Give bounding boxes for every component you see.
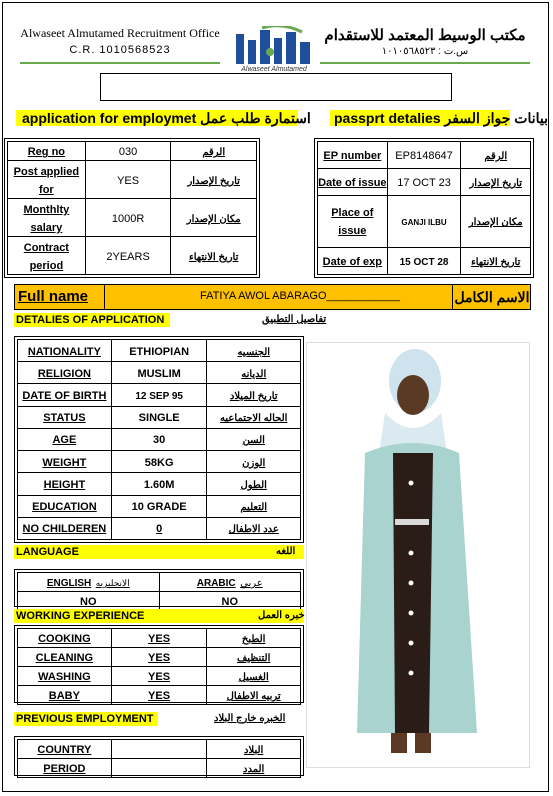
application-field-value: 2YEARS: [106, 250, 150, 263]
applicant-figure-icon: [307, 343, 530, 768]
detail-field-label-cell: [18, 428, 112, 450]
application-info-box: [4, 138, 260, 278]
application-info-row: [8, 199, 257, 237]
passport-field-label-cell: [318, 248, 388, 275]
language-table: [17, 572, 301, 611]
experience-field-label-ar-cell: [207, 686, 301, 705]
passport-field-value: EP8148647: [395, 149, 453, 162]
detail-field-label: RELIGION: [37, 367, 91, 380]
language-section-title: LANGUAGE: [14, 545, 304, 559]
experience-row: [18, 667, 301, 686]
detail-field-label: EDUCATION: [32, 501, 97, 514]
application-field-label-ar: تاريخ الإصدار: [187, 175, 240, 187]
details-row: [18, 428, 301, 450]
header-divider-left: [20, 62, 220, 64]
experience-field-label-cell: [18, 667, 112, 686]
application-field-label-cell: [8, 237, 86, 275]
company-logo-icon: [232, 26, 316, 66]
detail-field-value: SINGLE: [138, 412, 180, 425]
application-title: application for employmet استمارة طلب عمل: [16, 110, 298, 126]
applicant-photo: [306, 342, 530, 768]
language-section-title-ar: اللغه: [276, 546, 296, 557]
application-field-value-cell: [85, 142, 171, 161]
previous-field-value-cell: [111, 759, 207, 778]
previous-box: [14, 736, 304, 776]
english-value: NO: [80, 596, 97, 608]
application-field-label: Contract period: [23, 241, 69, 272]
passport-info-box: [314, 138, 534, 278]
application-field-label-cell: [8, 142, 86, 161]
passport-field-value-cell: [387, 248, 461, 275]
company-name-ar: مكتب الوسيط المعتمد للاستقدام: [324, 27, 526, 44]
detail-field-value: MUSLIM: [137, 367, 181, 380]
detail-field-label-ar-cell: [207, 451, 301, 473]
details-section-title: DETALIES OF APPLICATION: [14, 313, 170, 327]
experience-field-label: COOKING: [38, 633, 91, 645]
detail-field-label-ar-cell: [207, 473, 301, 495]
experience-field-label-ar: تربيه الاطفال: [226, 691, 281, 702]
passport-field-label-ar-cell: [461, 195, 531, 247]
experience-field-value: YES: [148, 633, 171, 645]
arabic-label-ar: عربي: [240, 578, 263, 589]
detail-field-value-cell: [111, 428, 207, 450]
detail-field-label-ar: الديانه: [241, 368, 267, 380]
application-field-value-cell: [85, 237, 171, 275]
detail-field-label-cell: [18, 406, 112, 428]
english-label: ENGLISH: [46, 578, 92, 589]
application-field-label: Monthlty salary: [23, 203, 70, 234]
detail-field-value: ETHIOPIAN: [129, 345, 190, 358]
passport-field-label: Date of exp: [322, 256, 382, 269]
passport-field-label-ar: مكان الإصدار: [468, 217, 523, 229]
experience-field-value-cell: [111, 648, 207, 667]
passport-field-label-cell: [318, 195, 388, 247]
full-name-label: Full name: [18, 288, 89, 305]
experience-field-label-ar: الغسيل: [238, 672, 269, 683]
detail-field-label-ar: الوزن: [242, 457, 266, 469]
detail-field-label: STATUS: [43, 412, 86, 425]
application-info-row: [8, 161, 257, 199]
passport-field-label-cell: [318, 168, 388, 195]
detail-field-label-ar-cell: [207, 406, 301, 428]
detail-field-value-cell: [111, 517, 207, 539]
detail-field-label-cell: [18, 340, 112, 362]
blank-header-field: [100, 73, 452, 101]
experience-field-label: BABY: [48, 690, 80, 702]
passport-field-label-ar-cell: [461, 168, 531, 195]
detail-field-label-ar: السن: [242, 435, 265, 447]
detail-field-label-ar-cell: [207, 384, 301, 406]
application-field-label-ar-cell: [171, 199, 257, 237]
passport-info-table: [317, 141, 531, 275]
detail-field-label-ar: تاريخ الميلاد: [229, 391, 278, 403]
experience-field-label-ar: التنظيف: [236, 653, 271, 664]
experience-row: [18, 686, 301, 705]
passport-field-value-cell: [387, 168, 461, 195]
passport-field-label-ar: الرقم: [484, 150, 508, 162]
experience-field-label: CLEANING: [35, 652, 94, 664]
previous-field-label: COUNTRY: [37, 744, 92, 756]
passport-field-label: Place of issue: [331, 207, 374, 238]
detail-field-label-cell: [18, 495, 112, 517]
details-row: [18, 362, 301, 384]
application-field-label-ar-cell: [171, 161, 257, 199]
experience-field-label-cell: [18, 629, 112, 648]
arabic-value: NO: [221, 596, 238, 608]
previous-field-value-cell: [111, 740, 207, 759]
passport-field-value-cell: [387, 195, 461, 247]
detail-field-value-cell: [111, 362, 207, 384]
application-info-table: [7, 141, 257, 275]
passport-info-row: [318, 142, 531, 169]
application-field-label-ar: مكان الإصدار: [186, 213, 241, 225]
header-divider-right: [320, 62, 530, 64]
experience-table: [17, 628, 301, 705]
passport-info-row: [318, 195, 531, 247]
details-row: [18, 517, 301, 539]
application-field-label-cell: [8, 199, 86, 237]
detail-field-label: NATIONALITY: [27, 345, 101, 358]
previous-section-title-ar: الخبره خارج البلاد: [214, 713, 286, 724]
logo-caption: Alwaseet Almutamed: [241, 66, 307, 73]
detail-field-value: 30: [153, 434, 166, 447]
passport-field-label: Date of issue: [318, 176, 387, 189]
previous-field-label-ar-cell: [207, 740, 301, 759]
details-row: [18, 495, 301, 517]
application-field-label-cell: [8, 161, 86, 199]
detail-field-label-ar: عدد الاطفال: [228, 524, 279, 536]
details-box: [14, 336, 304, 543]
cr-number-ar: س.ت : ١٠١٠٥٦٨٥٢٣: [381, 46, 469, 57]
cr-number-en: C.R. 1010568523: [69, 44, 171, 56]
previous-row: [18, 759, 301, 778]
detail-field-label: HEIGHT: [43, 478, 86, 491]
application-info-row: [8, 142, 257, 161]
detail-field-label-cell: [18, 384, 112, 406]
detail-field-value: 0: [156, 523, 163, 536]
application-field-value: 1000R: [111, 212, 145, 225]
experience-field-label-ar: الطبخ: [241, 634, 266, 645]
application-field-value: 030: [118, 146, 138, 159]
detail-field-label-ar-cell: [207, 340, 301, 362]
detail-field-label-ar-cell: [207, 517, 301, 539]
passport-field-label-ar-cell: [461, 142, 531, 169]
passport-field-value: GANJI ILBU: [401, 218, 447, 228]
application-field-value: YES: [117, 174, 140, 187]
detail-field-value: 12 SEP 95: [135, 391, 183, 403]
details-table: [17, 339, 301, 540]
experience-field-value-cell: [111, 629, 207, 648]
detail-field-value-cell: [111, 406, 207, 428]
experience-row: [18, 629, 301, 648]
detail-field-value: 10 GRADE: [131, 501, 187, 514]
previous-section-title: PREVIOUS EMPLOYMENT: [14, 712, 158, 726]
experience-row: [18, 648, 301, 667]
arabic-label: ARABIC: [196, 578, 236, 589]
detail-field-label-ar: الحاله الاجتماعيه: [220, 413, 288, 425]
experience-field-label-ar-cell: [207, 629, 301, 648]
detail-field-label: AGE: [52, 434, 77, 447]
experience-field-value-cell: [111, 667, 207, 686]
details-row: [18, 451, 301, 473]
details-row: [18, 406, 301, 428]
detail-field-label: NO CHILDEREN: [22, 523, 107, 536]
detail-field-label-ar: الطول: [240, 479, 267, 491]
detail-field-value-cell: [111, 384, 207, 406]
experience-field-value: YES: [148, 671, 171, 683]
passport-title: passprt detalies بيانات جواز السفر: [330, 110, 510, 126]
passport-field-label-ar-cell: [461, 248, 531, 275]
experience-field-label-ar-cell: [207, 648, 301, 667]
detail-field-value-cell: [111, 473, 207, 495]
experience-field-label: WASHING: [38, 671, 91, 683]
experience-field-label-cell: [18, 686, 112, 705]
passport-info-row: [318, 168, 531, 195]
detail-field-label-ar-cell: [207, 428, 301, 450]
application-field-label: Reg no: [27, 146, 66, 159]
experience-field-value: YES: [148, 652, 171, 664]
previous-field-label-ar: البلاد: [244, 745, 264, 756]
detail-field-label-ar: التعليم: [240, 502, 268, 514]
previous-field-label: PERIOD: [43, 763, 86, 775]
full-name-label-ar: الاسم الكامل: [454, 289, 530, 305]
detail-field-value-cell: [111, 495, 207, 517]
company-name-en: Alwaseet Almutamed Recruitment Office: [20, 26, 220, 40]
application-field-label-ar-cell: [171, 142, 257, 161]
application-field-label-ar: تاريخ الانتهاء: [189, 251, 239, 263]
language-box: [14, 569, 304, 607]
passport-field-value-cell: [387, 142, 461, 169]
previous-field-label-cell: [18, 740, 112, 759]
experience-section-title-ar: خبره العمل: [258, 610, 305, 621]
experience-section-title: WORKING EXPERIENCE: [14, 609, 304, 623]
details-row: [18, 384, 301, 406]
detail-field-value-cell: [111, 340, 207, 362]
application-field-label: Post applied for: [13, 165, 80, 196]
passport-field-label-ar: تاريخ الإصدار: [469, 177, 522, 189]
passport-field-label-cell: [318, 142, 388, 169]
experience-box: [14, 625, 304, 703]
detail-field-label: DATE OF BIRTH: [22, 390, 107, 403]
detail-field-value-cell: [111, 451, 207, 473]
previous-field-label-cell: [18, 759, 112, 778]
experience-field-value: YES: [148, 690, 171, 702]
passport-field-label: EP number: [323, 149, 382, 162]
english-label-ar: الانجليزيه: [95, 578, 130, 588]
previous-field-label-ar: المدد: [243, 764, 265, 775]
passport-field-label-ar: تاريخ الانتهاء: [471, 257, 521, 269]
passport-field-value: 17 OCT 23: [397, 176, 451, 189]
application-field-label-ar: الرقم: [202, 147, 226, 159]
detail-field-label-cell: [18, 451, 112, 473]
details-row: [18, 340, 301, 362]
detail-field-value: 1.60M: [143, 478, 175, 491]
detail-field-label: WEIGHT: [42, 456, 87, 469]
details-row: [18, 473, 301, 495]
detail-field-label-cell: [18, 362, 112, 384]
experience-field-label-cell: [18, 648, 112, 667]
application-field-label-ar-cell: [171, 237, 257, 275]
passport-field-value: 15 OCT 28: [399, 257, 449, 269]
experience-field-value-cell: [111, 686, 207, 705]
detail-field-label-ar: الجنسيه: [237, 346, 271, 358]
passport-info-row: [318, 248, 531, 275]
experience-field-label-ar-cell: [207, 667, 301, 686]
full-name-value: FATIYA AWOL ABARAGO____________: [200, 290, 400, 302]
application-field-value-cell: [85, 199, 171, 237]
previous-table: [17, 739, 301, 778]
detail-field-label-ar-cell: [207, 362, 301, 384]
detail-field-label-ar-cell: [207, 495, 301, 517]
detail-field-label-cell: [18, 517, 112, 539]
previous-row: [18, 740, 301, 759]
detail-field-label-cell: [18, 473, 112, 495]
detail-field-value: 58KG: [144, 456, 174, 469]
previous-field-label-ar-cell: [207, 759, 301, 778]
application-info-row: [8, 237, 257, 275]
application-field-value-cell: [85, 161, 171, 199]
full-name-divider-left: [104, 284, 105, 310]
details-section-title-ar: تفاصيل التطبيق: [262, 314, 327, 325]
